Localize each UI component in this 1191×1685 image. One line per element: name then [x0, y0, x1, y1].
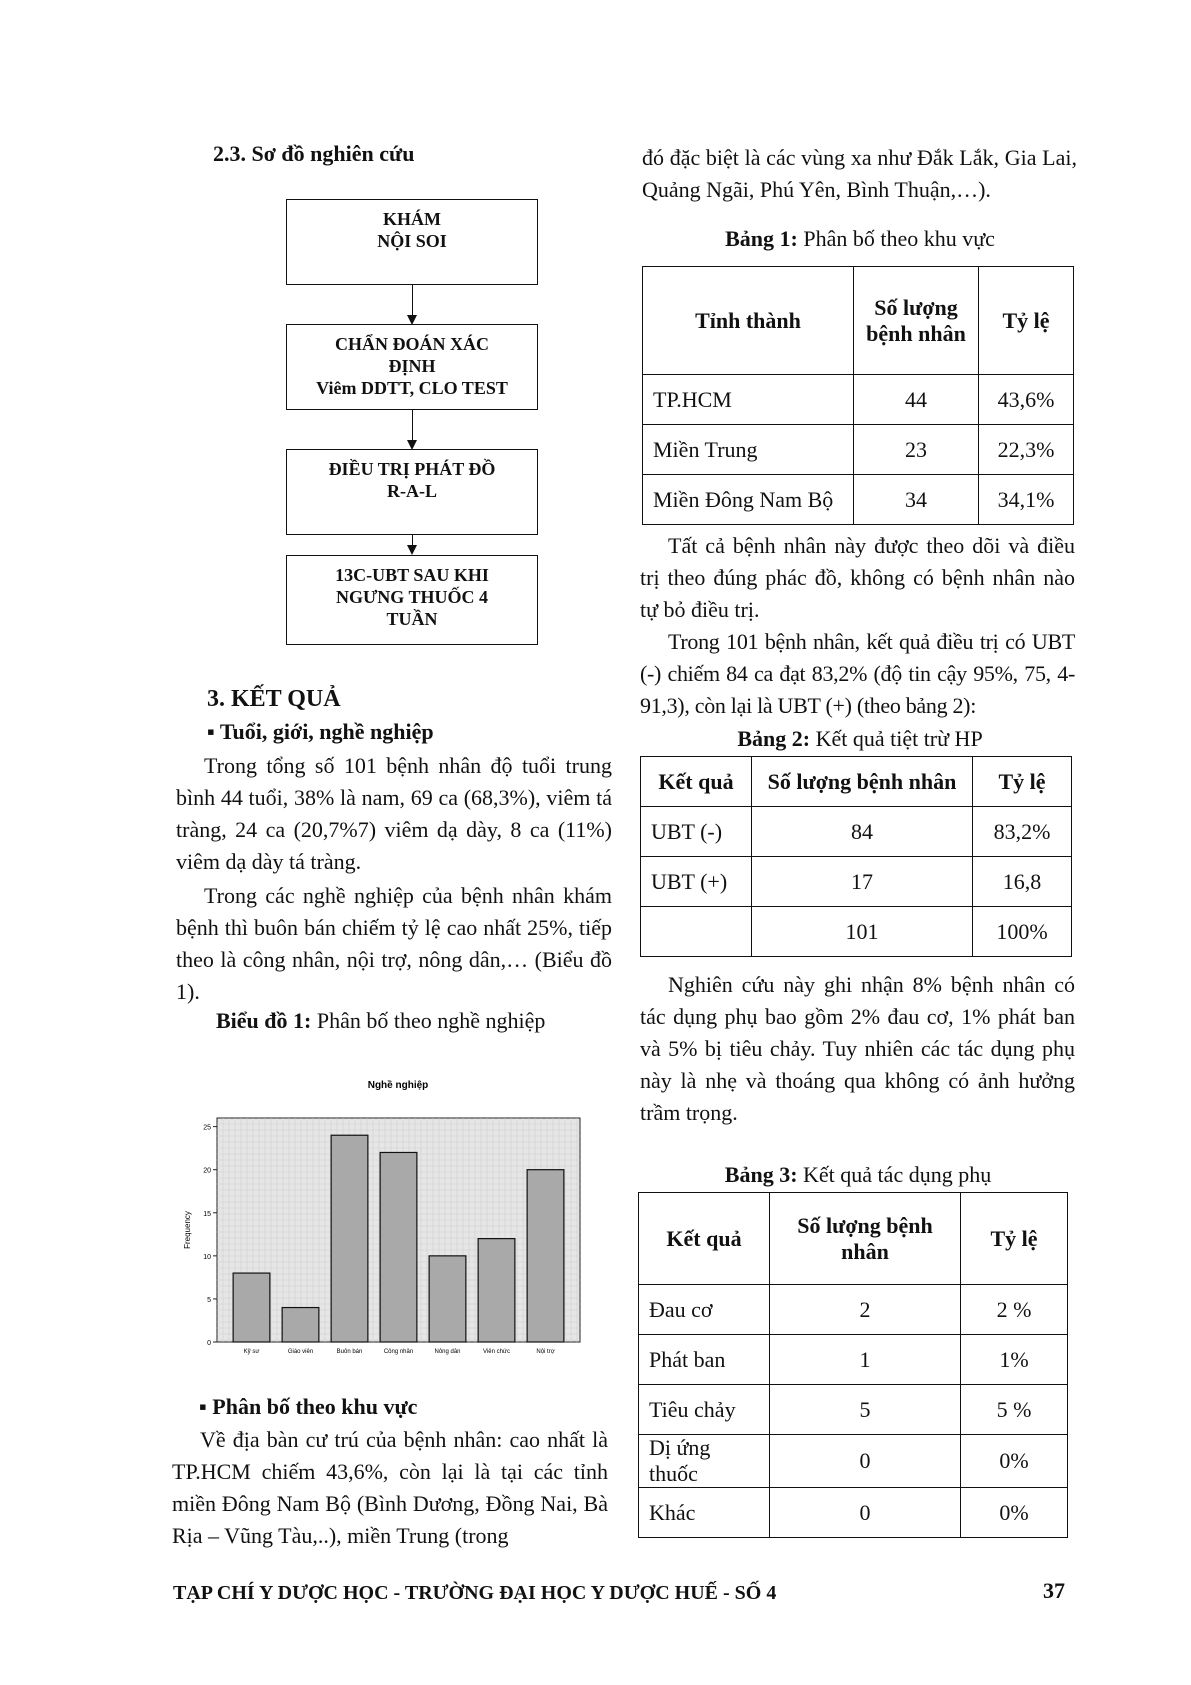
table1-caption-text: Phân bố theo khu vực: [797, 226, 995, 251]
table1-cell: 43,6%: [979, 375, 1074, 425]
flow-step-2-line-1: CHẨN ĐOÁN XÁC: [335, 334, 489, 354]
table1-cell: TP.HCM: [643, 375, 854, 425]
table1-cell: 44: [854, 375, 979, 425]
flow-step-3-line-1: ĐIỀU TRỊ PHÁT ĐỒ: [328, 459, 496, 479]
x-tick-label: Viên chức: [483, 1349, 510, 1355]
table2-caption-label: Bảng 2:: [737, 726, 811, 751]
flowchart: [173, 0, 613, 680]
table2-cell: 17: [752, 857, 973, 907]
flow-arrow-1: [412, 285, 413, 323]
bar: [429, 1256, 466, 1342]
table2-header-rate: Tỷ lệ: [973, 757, 1072, 807]
bar: [282, 1308, 319, 1342]
table1-cell: 23: [854, 425, 979, 475]
bar: [380, 1152, 417, 1342]
table2-cell: 84: [752, 807, 973, 857]
table1-header-province: Tỉnh thành: [643, 267, 854, 375]
paragraph-region-cont: đó đặc biệt là các vùng xa như Đắk Lắk, Gia Lai, Quảng Ngãi, Phú Yên, Bình Thuận,…).: [642, 145, 1077, 202]
table3-cell: 1%: [961, 1335, 1068, 1385]
paragraph-result: Trong 101 bệnh nhân, kết quả điều trị có UBT (-) chiếm 84 ca đạt 83,2% (độ tin cậy 95%, 75, 4-91,3), còn lại là UBT (+) (theo bảng 2):: [640, 629, 1075, 718]
flow-step-2-line-2: ĐỊNH: [388, 356, 436, 376]
chart-caption-text: Phân bố theo nghề nghiệp: [311, 1008, 546, 1033]
table3-cell: 0%: [961, 1435, 1068, 1488]
table1-cell: Miền Trung: [643, 425, 854, 475]
x-tick-label: Công nhân: [383, 1349, 414, 1355]
flow-step-2: [286, 324, 538, 410]
flow-step-2-line-3: Viêm DDTT, CLO TEST: [316, 378, 508, 398]
table3-cell: Dị ứng thuốc: [639, 1435, 770, 1488]
table2-cell: 16,8: [973, 857, 1072, 907]
chart-title: Nghề nghiệp: [367, 1080, 429, 1091]
paragraph-region: Về địa bàn cư trú của bệnh nhân: cao nhất là TP.HCM chiếm 43,6%, còn lại là tại các tỉnh miền Đông Nam Bộ (Bình Dương, Đồng Nai, Bà Rịa – Vũng Tàu,..), miền Trung (trong: [172, 1427, 608, 1548]
table1-cell: 22,3%: [979, 425, 1074, 475]
table1-cell: 34: [854, 475, 979, 525]
table1-caption: [640, 226, 1080, 252]
table3-header-count: Số lượng bệnh nhân: [770, 1193, 961, 1285]
chart-caption: [216, 1008, 545, 1034]
table2-header-result: Kết quả: [641, 757, 752, 807]
flow-step-4-line-1: 13C-UBT SAU KHI: [335, 565, 489, 585]
table1-header-count: Số lượng bệnh nhân: [854, 267, 979, 375]
table-side-effects: [638, 1192, 1068, 1538]
table-hp-eradication: [640, 756, 1072, 957]
table3-cell: Tiêu chảy: [639, 1385, 770, 1435]
table2-caption: [640, 726, 1080, 752]
table3-cell: 0%: [961, 1488, 1068, 1538]
flow-step-4-line-2: NGƯNG THUỐC 4: [335, 587, 488, 607]
table2-header-count: Số lượng bệnh nhân: [752, 757, 973, 807]
table1-caption-label: Bảng 1:: [725, 226, 798, 251]
y-tick-label: 10: [203, 1253, 211, 1261]
y-axis-label: Frequency: [183, 1211, 192, 1249]
flow-arrow-2: [412, 410, 413, 448]
paragraph-job: Trong các nghề nghiệp của bệnh nhân khám bệnh thì buôn bán chiếm tỷ lệ cao nhất 25%, tiếp theo là công nhân, nội trợ, nông dân,… (Biểu đồ 1).: [176, 883, 612, 1004]
paragraph-age: Trong tổng số 101 bệnh nhân độ tuổi trung bình 44 tuổi, 38% là nam, 69 ca (68,3%), viêm tá tràng, 24 ca (20,7%7) viêm dạ dày, 8 ca (11%) viêm dạ dày tá tràng.: [176, 753, 612, 874]
x-tick-label: Giáo viên: [287, 1349, 314, 1355]
x-tick-label: Buôn bán: [336, 1349, 363, 1355]
table3-cell: 0: [770, 1488, 961, 1538]
x-tick-label: Nông dân: [434, 1349, 461, 1355]
table3-cell: Đau cơ: [639, 1285, 770, 1335]
table3-cell: 5 %: [961, 1385, 1068, 1435]
y-tick-label: 20: [203, 1167, 211, 1175]
table3-cell: 0: [770, 1435, 961, 1488]
table3-cell: 2: [770, 1285, 961, 1335]
bar: [527, 1170, 564, 1342]
page-number: 37: [1043, 1578, 1065, 1603]
table2-cell: [641, 907, 752, 957]
table3-cell: 1: [770, 1335, 961, 1385]
table2-cell: 101: [752, 907, 973, 957]
bar: [233, 1273, 270, 1342]
table3-caption: [638, 1162, 1078, 1188]
flow-step-4: [286, 555, 538, 645]
section-heading-3: 3. KẾT QUẢ: [207, 686, 341, 712]
table2-cell: 83,2%: [973, 807, 1072, 857]
occupation-bar-chart: [180, 1070, 610, 1360]
table2-cell: UBT (+): [641, 857, 752, 907]
x-tick-label: Nội trợ: [536, 1349, 555, 1355]
table1-header-rate: Tỷ lệ: [979, 267, 1074, 375]
table3-cell: 2 %: [961, 1285, 1068, 1335]
paragraph-side-effects: Nghiên cứu này ghi nhận 8% bệnh nhân có tác dụng phụ bao gồm 2% đau cơ, 1% phát ban và 5% bị tiêu chảy. Tuy nhiên các tác dụng phụ này là nhẹ và thoáng qua không có ảnh hưởng trầm trọng.: [640, 972, 1075, 1125]
y-tick-label: 0: [207, 1340, 211, 1347]
table3-cell: Khác: [639, 1488, 770, 1538]
table3-cell: 5: [770, 1385, 961, 1435]
x-tick-label: Kỹ sư: [243, 1349, 260, 1355]
journal-footer: TẠP CHÍ Y DƯỢC HỌC - TRƯỜNG ĐẠI HỌC Y DƯỢC HUẾ - SỐ 4: [173, 1582, 777, 1604]
y-tick-label: 25: [203, 1124, 211, 1132]
flow-step-4-line-3: TUẦN: [386, 609, 438, 629]
table2-cell: UBT (-): [641, 807, 752, 857]
table3-header-rate: Tỷ lệ: [961, 1193, 1068, 1285]
table1-cell: Miền Đông Nam Bộ: [643, 475, 854, 525]
table-region: [642, 266, 1074, 525]
table3-caption-text: Kết quả tác dụng phụ: [797, 1162, 992, 1187]
table2-cell: 100%: [973, 907, 1072, 957]
bar: [331, 1135, 368, 1342]
table2-caption-text: Kết quả tiệt trừ HP: [810, 726, 983, 751]
section-heading-2-3: 2.3. Sơ đồ nghiên cứu: [213, 141, 415, 166]
bar: [478, 1239, 515, 1342]
table1-cell: 34,1%: [979, 475, 1074, 525]
y-tick-label: 5: [207, 1296, 211, 1304]
table3-caption-label: Bảng 3:: [724, 1162, 798, 1187]
flow-arrow-3: [412, 535, 413, 553]
flow-step-1-line-2: NỘI SOI: [377, 231, 447, 251]
chart-caption-label: Biểu đồ 1:: [216, 1008, 312, 1033]
subheading-age: ▪ Tuổi, giới, nghề nghiệp: [207, 719, 434, 744]
flow-step-1: [286, 199, 538, 285]
paragraph-follow: Tất cả bệnh nhân này được theo dõi và điều trị theo đúng phác đồ, không có bệnh nhân nào tự bỏ điều trị.: [640, 533, 1075, 622]
table3-header-result: Kết quả: [639, 1193, 770, 1285]
y-tick-label: 15: [203, 1210, 211, 1218]
subheading-region: ▪ Phân bố theo khu vực: [199, 1394, 418, 1419]
flow-step-1-line-1: KHÁM: [383, 209, 441, 229]
table3-cell: Phát ban: [639, 1335, 770, 1385]
flow-step-3-line-2: R-A-L: [387, 481, 437, 501]
flow-step-3: [286, 449, 538, 535]
